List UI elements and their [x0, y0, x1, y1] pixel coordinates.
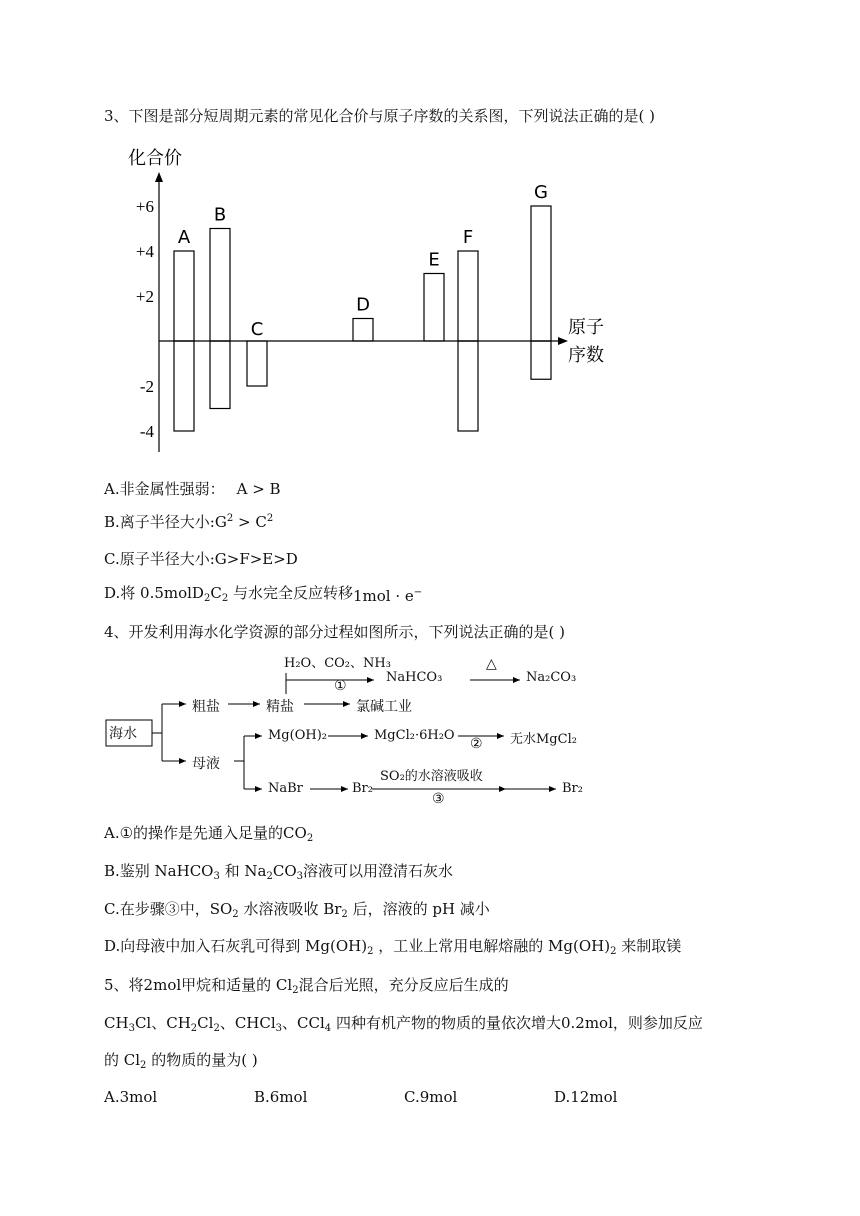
y-tick-label: -4 — [139, 422, 154, 441]
bar-label-c: C — [250, 319, 264, 340]
bar-label-e: E — [428, 249, 440, 271]
node-mgcl2-hydrate: MgCl₂·6H₂O — [374, 728, 455, 743]
bar-label-b: B — [213, 204, 227, 226]
y-tick-label: +2 — [135, 287, 154, 306]
label-so2-absorb: SO₂的水溶液吸收 — [380, 769, 483, 784]
y-tick-label: -2 — [139, 377, 154, 396]
label-step-2: ② — [470, 736, 483, 752]
bar-g — [531, 206, 551, 341]
q4-option-d: D.向母液中加入石灰乳可得到 $Mg(OH)_2$ ，工业上常用电解熔融的 $Mg(OH)_2$ 来制取镁 — [104, 937, 682, 957]
q5-line-2: $CH_3Cl$、$CH_2Cl_2$、CHCl$_3$、CCl$_4$ 四种有机产物的物质的量依次增大0.2mol，则参加反应 — [104, 1014, 703, 1034]
q5-option-c: C.9mol — [404, 1088, 458, 1106]
q4-option-c: C.在步骤③中，$SO_2$ 水溶液吸收 $Br_2$ 后，溶液的 pH 减小 — [104, 900, 490, 920]
q3-option-c: C.原子半径大小:G>F>E>D — [104, 550, 298, 568]
y-tick-label: +4 — [135, 242, 154, 261]
label-reagents-1: H₂O、CO₂、NH₃ — [284, 656, 391, 671]
y-axis-arrow — [155, 172, 163, 182]
bar-label-f: F — [462, 227, 474, 248]
q5-option-d: D.12mol — [554, 1088, 618, 1106]
node-crude-salt: 粗盐 — [192, 699, 220, 715]
label-step-1: ① — [334, 678, 347, 694]
q4-stem: 4、开发利用海水化学资源的部分过程如图所示，下列说法正确的是( ) — [104, 623, 566, 641]
label-heat: △ — [486, 656, 497, 672]
bar-b — [210, 229, 230, 342]
q3-valence-chart — [120, 142, 620, 452]
node-br2-final: Br₂ — [562, 781, 583, 796]
bar-f — [458, 341, 478, 431]
node-refined-salt: 精盐 — [266, 699, 294, 715]
chart-x-title-2: 序数 — [568, 345, 604, 366]
label-step-3: ③ — [432, 791, 445, 807]
bar-label-a: A — [177, 227, 191, 248]
chart-y-title: 化合价 — [128, 148, 182, 169]
bar-c — [247, 341, 267, 386]
q3-option-d: D.将 $0.5molD_2C_2$ 与水完全反应转移1mol · e− — [104, 584, 423, 605]
q5-option-b: B.6mol — [254, 1088, 308, 1106]
bar-g — [531, 341, 551, 379]
x-axis-arrow — [558, 337, 568, 345]
node-nahco3: NaHCO₃ — [386, 670, 443, 685]
bar-b — [210, 341, 230, 409]
q5-line-1: 5、将2mol甲烷和适量的 $Cl_2$混合后光照，充分反应后生成的 — [104, 976, 509, 996]
bar-a — [174, 341, 194, 431]
bar-label-d: D — [356, 294, 370, 316]
q4-flowchart — [100, 648, 620, 807]
bar-e — [424, 274, 444, 342]
node-nabr: NaBr — [268, 781, 303, 796]
bar-a — [174, 251, 194, 341]
node-anhydrous-mgcl2: 无水MgCl₂ — [510, 732, 577, 747]
q5-line-3: 的 $Cl_2$ 的物质的量为( ) — [104, 1051, 258, 1071]
y-tick-label: +6 — [135, 197, 154, 216]
chart-x-title-1: 原子 — [568, 317, 604, 338]
bar-f — [458, 251, 478, 341]
node-chlor-alkali: 氯碱工业 — [356, 699, 412, 715]
node-seawater: 海水 — [109, 726, 137, 742]
q4-option-b: B.鉴别 NaHCO$_3$ 和 $Na_2CO_3$溶液可以用澄清石灰水 — [104, 862, 454, 882]
node-mother-liquor: 母液 — [192, 756, 220, 772]
bar-label-g: G — [534, 182, 548, 203]
q3-option-a: A.非金属性强弱： A > B — [104, 480, 281, 498]
node-mgoh2: Mg(OH)₂ — [268, 728, 327, 743]
q3-option-b: B.离子半径大小$:G^2 > C^2$ — [104, 513, 274, 531]
node-br2-first: Br₂ — [352, 781, 373, 796]
q5-option-a: A.3mol — [104, 1088, 158, 1106]
node-na2co3: Na₂CO₃ — [526, 670, 577, 685]
q3-stem: 3、下图是部分短周期元素的常见化合价与原子序数的关系图，下列说法正确的是( ) — [104, 107, 656, 125]
q4-option-a: A.①的操作是先通入足量的$CO_2$ — [104, 824, 314, 844]
bar-d — [353, 319, 373, 342]
